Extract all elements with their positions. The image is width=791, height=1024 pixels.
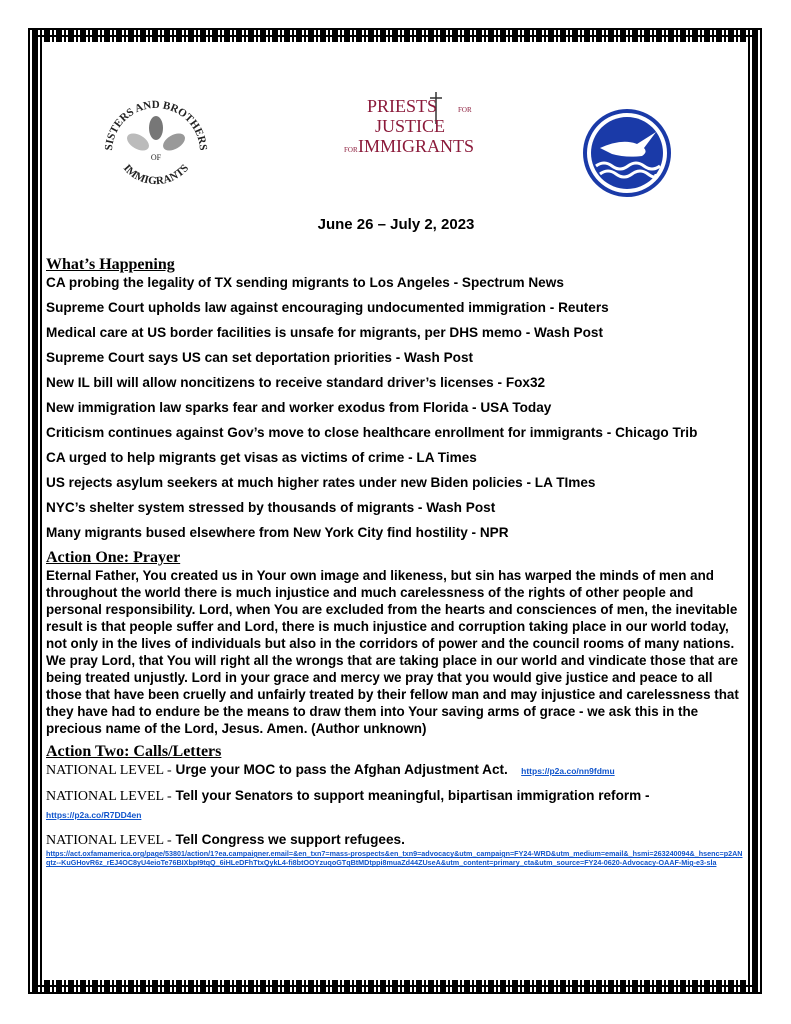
call-link[interactable]: https://act.oxfamamerica.org/page/53801/action/1?ea.campaigner.email=&en_txn7=mass-prospects&en_txn9=advocacy&utm_campaign=FY24-WRD&utm_medium=email&_hsmi=263240094&_hsenc=p2ANqtz--KuGHovR6z_rEJ4OC8yU4eioTe76BIXbpI9tqQ_6iHLeDFhTtxQykL4-fi8btOOYzuqoGTqBtMDtppi8muaZd44ZUseA&utm_content=primary_cta&utm_source=FY24-0620-Advocacy-OAAF-Mig-e3-sla: [46, 849, 743, 867]
call-item-afghan: [46, 761, 746, 779]
call-level: NATIONAL LEVEL -: [46, 833, 172, 848]
prayer-text: Eternal Father, You created us in Your own image and likeness, but sin has warped the minds of men and throughout the world there is much injustice and much carelessness of the rights of other people and personal responsibility. Lord, when You are excluded from the hearts and consciences of men, the inevitable result is that people suffer and Lord, there is much injustice and corruption taking place in our world today, not only in the lives of individuals but also in the corridors of power and the council rooms of many nations. We pray Lord, that You will right all the wrongs that are taking place in our world and vindicate those that are being treated unjustly. Lord in your grace and mercy we pray that you would give justice and peace to all those that have been cruelly and unfairly treated by their fellow man and may injustice and carelessness that they have had to endure be the means to draw them into Your saving arms of grace - we ask this in the precious name of the Lord, Jesus. Amen. (Author unknown): [46, 568, 739, 736]
news-item: Supreme Court says US can set deportation priorities - Wash Post: [46, 350, 474, 365]
call-link[interactable]: https://p2a.co/R7DD4en: [46, 810, 142, 820]
logo-mid-for2: FOR: [344, 146, 358, 154]
whats-happening-heading: What’s Happening: [46, 256, 175, 273]
call-item-refugees: [46, 831, 746, 867]
news-item: Supreme Court upholds law against encouraging undocumented immigration - Reuters: [46, 300, 609, 315]
news-item: Many migrants bused elsewhere from New York City find hostility - NPR: [46, 525, 509, 540]
news-item: Medical care at US border facilities is unsafe for migrants, per DHS memo - Wash Post: [46, 325, 603, 340]
logo-mid-justice: JUSTICE: [374, 116, 446, 136]
bulletin-content: [46, 70, 746, 875]
news-item: NYC’s shelter system stressed by thousands of migrants - Wash Post: [46, 500, 496, 515]
call-text: Tell Congress we support refugees.: [171, 832, 405, 847]
logo-left-line1: SISTERS AND BROTHERS: [102, 98, 210, 151]
news-item: CA probing the legality of TX sending migrants to Los Angeles - Spectrum News: [46, 275, 564, 290]
news-item: US rejects asylum seekers at much higher rates under new Biden policies - LA TImes: [46, 475, 596, 490]
action-one-heading: Action One: Prayer: [46, 549, 181, 566]
date-range: June 26 – July 2, 2023: [317, 216, 475, 233]
news-list: [46, 274, 746, 541]
call-item-reform: [46, 787, 746, 823]
logo-mid-priests: PRIESTS: [366, 96, 438, 116]
logo-left-line2: OF: [150, 153, 162, 162]
logo-row: [46, 70, 746, 198]
call-level: NATIONAL LEVEL -: [46, 789, 172, 804]
news-item: Criticism continues against Gov’s move to close healthcare enrollment for immigrants - Chicago Trib: [46, 425, 698, 440]
news-item: New immigration law sparks fear and worker exodus from Florida - USA Today: [46, 400, 552, 415]
action-two-heading: Action Two: Calls/Letters: [46, 743, 222, 760]
logo-mid-for1: FOR: [458, 106, 472, 114]
call-text: Urge your MOC to pass the Afghan Adjustment Act.: [171, 762, 508, 777]
news-item: CA urged to help migrants get visas as victims of crime - LA Times: [46, 450, 477, 465]
call-link[interactable]: https://p2a.co/nn9fdmu: [521, 766, 615, 776]
call-level: NATIONAL LEVEL -: [46, 763, 172, 778]
dove-icon: [582, 108, 672, 198]
news-item: New IL bill will allow noncitizens to receive standard driver’s licenses - Fox32: [46, 375, 546, 390]
logo-mid-immigrants: IMMIGRANTS: [357, 136, 475, 156]
logo-left-line3: IMMIGRANTS: [120, 162, 192, 188]
svg-text:IMMIGRANTS: [121, 162, 191, 187]
priests-for-justice-logo: [336, 90, 476, 160]
call-text: Tell your Senators to support meaningful, bipartisan immigration reform -: [171, 788, 650, 803]
sisters-brothers-logo: [98, 90, 214, 194]
